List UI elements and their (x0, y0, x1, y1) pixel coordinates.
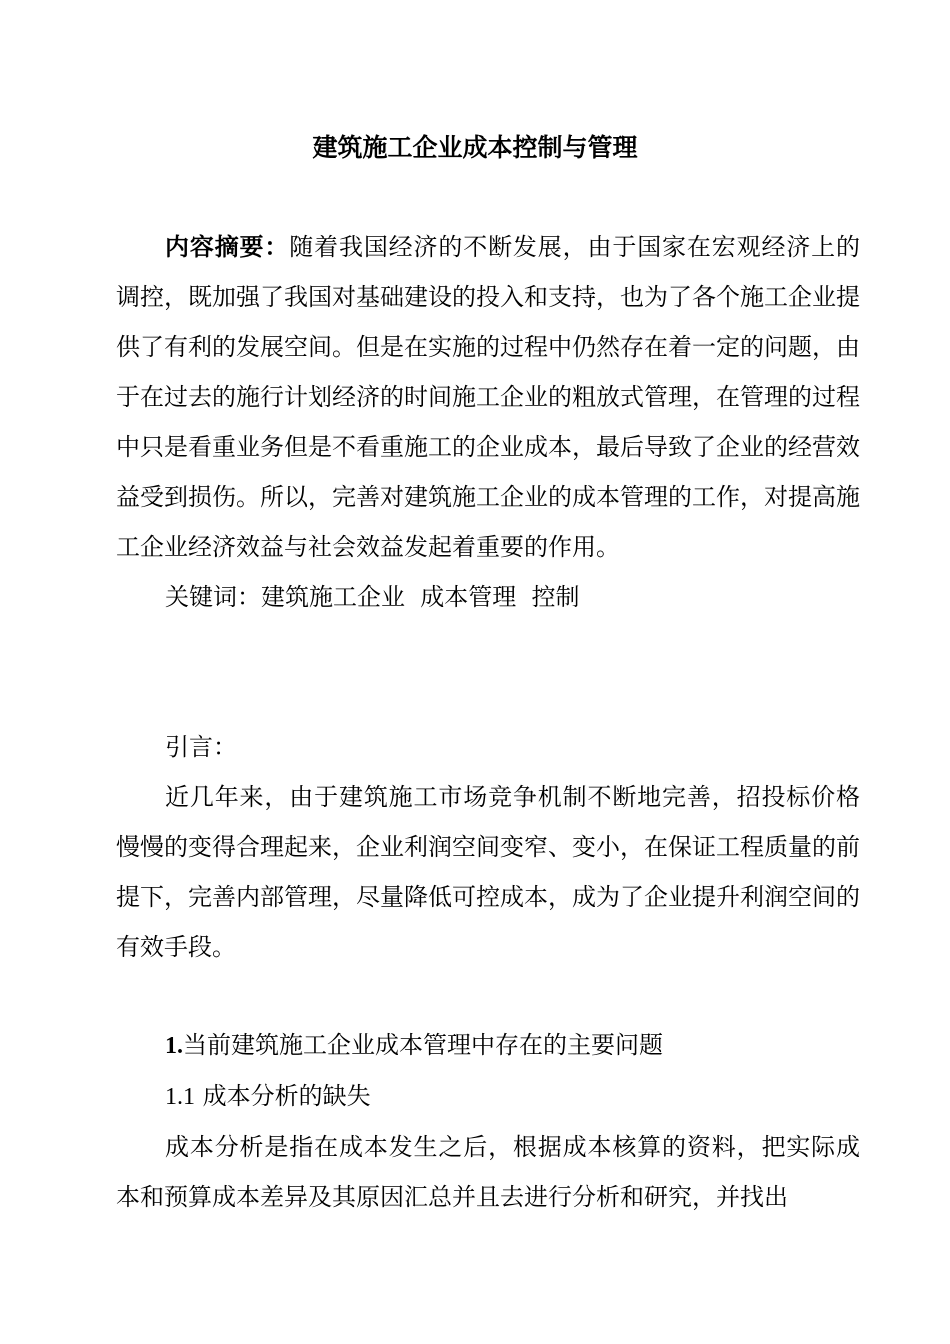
intro-paragraph: 近几年来，由于建筑施工市场竞争机制不断地完善，招投标价格慢慢的变得合理起来，企业利润空间变窄、变小，在保证工程质量的前提下，完善内部管理，尽量降低可控成本，成为了企业提升利润空间的有效手段。 (116, 783, 860, 961)
section-1-number: 1. (165, 1033, 183, 1059)
document-title: 建筑施工企业成本控制与管理 (312, 133, 638, 162)
section-1-1-heading (116, 1071, 860, 1122)
section-1-1-paragraph: 成本分析是指在成本发生之后，根据成本核算的资料，把实际成本和预算成本差异及其原因汇总并且去进行分析和研究，并找出 (116, 1133, 860, 1211)
section-1-1-number: 1.1 (165, 1084, 195, 1110)
abstract-paragraph (116, 222, 860, 572)
section-1 (116, 1020, 860, 1222)
intro-section (116, 722, 860, 972)
keywords-label: 关键词： (165, 583, 261, 611)
abstract-text: 随着我国经济的不断发展，由于国家在宏观经济上的调控，既加强了我国对基础建设的投入和支持，也为了各个施工企业提供了有利的发展空间。但是在实施的过程中仍然存在着一定的问题，由于在过去的施行计划经济的时间施工企业的粗放式管理，在管理的过程中只是看重业务但是不看重施工的企业成本，最后导致了企业的经营效益受到损伤。所以，完善对建筑施工企业的成本管理的工作，对提高施工企业经济效益与社会效益发起着重要的作用。 (116, 233, 861, 561)
section-1-1-title: 成本分析的缺失 (202, 1082, 371, 1110)
keywords-paragraph (116, 572, 860, 622)
intro-heading: 引言： (165, 733, 237, 761)
keywords-text: 建筑施工企业 成本管理 控制 (261, 583, 580, 611)
section-1-heading (116, 1020, 860, 1071)
section-1-title: 当前建筑施工企业成本管理中存在的主要问题 (183, 1031, 663, 1059)
abstract-label: 内容摘要： (165, 233, 290, 261)
abstract-section (116, 222, 860, 622)
